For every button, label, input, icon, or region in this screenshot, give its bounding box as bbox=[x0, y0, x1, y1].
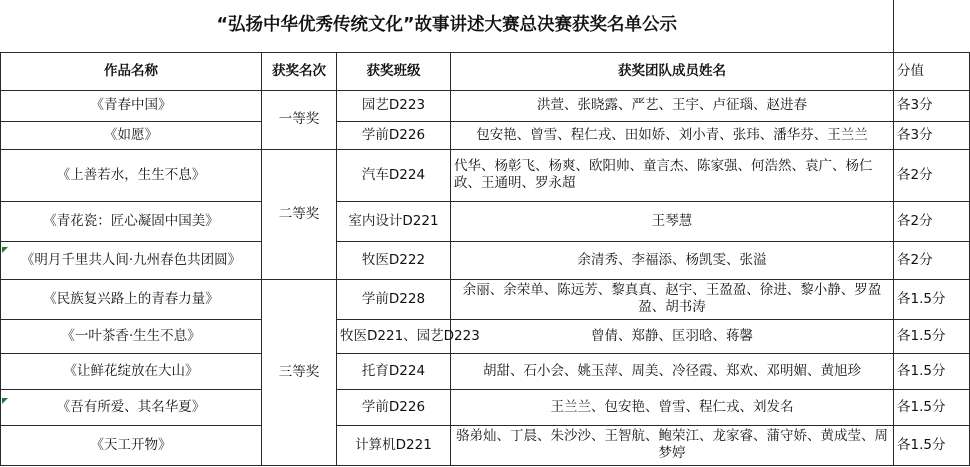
header-class: 获奖班级 bbox=[337, 52, 451, 90]
score-value: 各3分 bbox=[894, 121, 970, 149]
award-class: 学前D226 bbox=[337, 389, 451, 425]
team-members: 代华、杨彰飞、杨爽、欧阳帅、童言杰、陈家强、何浩然、袁广、杨仁政、王通明、罗永超 bbox=[451, 149, 894, 201]
score-value: 各2分 bbox=[894, 201, 970, 241]
work-name: 《青春中国》 bbox=[1, 90, 262, 121]
award-class: 学前D228 bbox=[337, 279, 451, 319]
work-name: 《一叶茶香·生生不息》 bbox=[1, 319, 262, 353]
work-name: 《上善若水，生生不息》 bbox=[1, 149, 262, 201]
score-value: 各1.5分 bbox=[894, 319, 970, 353]
score-value: 各1.5分 bbox=[894, 425, 970, 465]
team-members: 胡甜、石小会、姚玉萍、周美、冷径霞、郑欢、邓明媚、黄旭珍 bbox=[451, 353, 894, 389]
award-class: 园艺D223 bbox=[337, 90, 451, 121]
table-row bbox=[1, 201, 970, 241]
table-row bbox=[1, 241, 970, 279]
rank-first: 一等奖 bbox=[262, 90, 337, 149]
table-row bbox=[1, 319, 970, 353]
header-work: 作品名称 bbox=[1, 52, 262, 90]
work-name: 《民族复兴路上的青春力量》 bbox=[1, 279, 262, 319]
score-value: 各1.5分 bbox=[894, 389, 970, 425]
work-name: 《青花瓷：匠心凝固中国美》 bbox=[1, 201, 262, 241]
score-value: 各1.5分 bbox=[894, 353, 970, 389]
header-score: 分值 bbox=[894, 52, 970, 90]
team-members: 曾倩、郑静、匡羽晗、蒋馨 bbox=[451, 319, 894, 353]
team-members: 余丽、余荣单、陈远芳、黎真真、赵宇、王盈盈、徐进、黎小静、罗盈盈、胡书涛 bbox=[451, 279, 894, 319]
title-row bbox=[1, 0, 970, 52]
table-row bbox=[1, 90, 970, 121]
award-class: 托育D224 bbox=[337, 353, 451, 389]
table-row bbox=[1, 121, 970, 149]
cell-comment-marker bbox=[2, 398, 8, 404]
title-side-cell bbox=[894, 0, 970, 52]
team-members: 王琴慧 bbox=[451, 201, 894, 241]
work-name: 《吾有所爱、其名华夏》 bbox=[1, 389, 262, 425]
rank-third: 三等奖 bbox=[262, 279, 337, 465]
table-row bbox=[1, 425, 970, 465]
award-class: 学前D226 bbox=[337, 121, 451, 149]
score-value: 各2分 bbox=[894, 241, 970, 279]
header-rank: 获奖名次 bbox=[262, 52, 337, 90]
work-name: 《明月千里共人间·九州春色共团圆》 bbox=[1, 241, 262, 279]
rank-second: 二等奖 bbox=[262, 149, 337, 279]
award-class: 计算机D221 bbox=[337, 425, 451, 465]
cell-comment-marker bbox=[2, 247, 8, 253]
score-value: 各3分 bbox=[894, 90, 970, 121]
sheet-title: “弘扬中华优秀传统文化”故事讲述大赛总决赛获奖名单公示 bbox=[1, 0, 894, 52]
work-name: 《如愿》 bbox=[1, 121, 262, 149]
award-class: 室内设计D221 bbox=[337, 201, 451, 241]
header-row bbox=[1, 52, 970, 90]
work-name: 《天工开物》 bbox=[1, 425, 262, 465]
score-value: 各1.5分 bbox=[894, 279, 970, 319]
table-row bbox=[1, 389, 970, 425]
table-row bbox=[1, 149, 970, 201]
table-row bbox=[1, 353, 970, 389]
team-members: 骆弟灿、丁晨、朱沙沙、王智航、鲍荣江、龙家睿、蒲守娇、黄成莹、周梦婷 bbox=[451, 425, 894, 465]
team-members: 余清秀、李福添、杨凯雯、张溢 bbox=[451, 241, 894, 279]
team-members: 包安艳、曾雪、程仁戎、田如娇、刘小青、张玮、潘华芬、王兰兰 bbox=[451, 121, 894, 149]
work-name: 《让鲜花绽放在大山》 bbox=[1, 353, 262, 389]
team-members: 王兰兰、包安艳、曾雪、程仁戎、刘发名 bbox=[451, 389, 894, 425]
award-class: 汽车D224 bbox=[337, 149, 451, 201]
team-members: 洪萱、张晓露、严艺、王宇、卢征瑙、赵进春 bbox=[451, 90, 894, 121]
header-members: 获奖团队成员姓名 bbox=[451, 52, 894, 90]
table-row bbox=[1, 279, 970, 319]
score-value: 各2分 bbox=[894, 149, 970, 201]
award-class: 牧医D221、园艺D223 bbox=[337, 319, 451, 353]
award-class: 牧医D222 bbox=[337, 241, 451, 279]
